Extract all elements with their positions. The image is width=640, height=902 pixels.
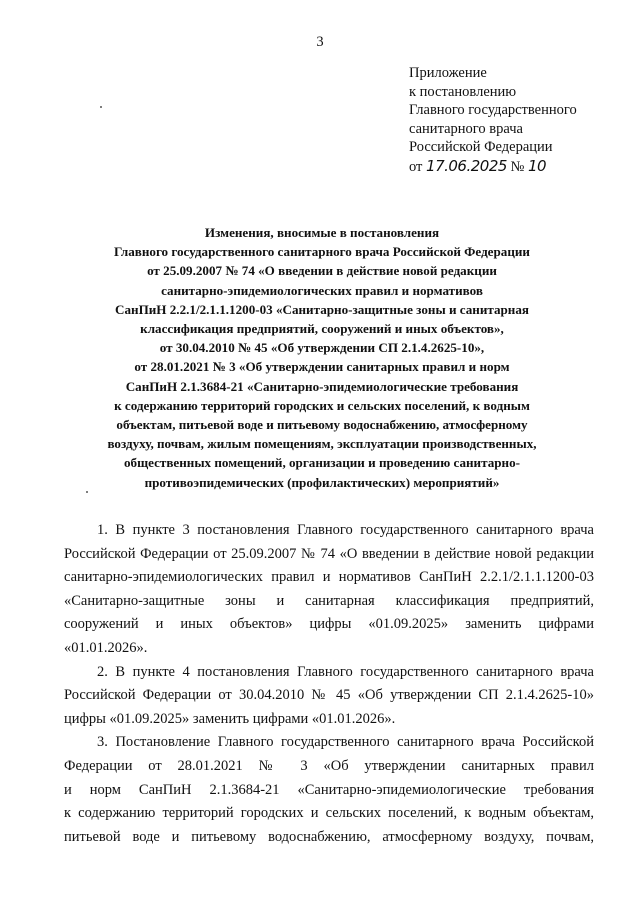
appendix-date-line	[409, 157, 577, 177]
paragraph-3-line: питьевой воде и питьевому водоснабжению, атмосферному воздуху, почвам,	[64, 828, 594, 845]
title-line: классификация предприятий, сооружений и иных объектов»,	[140, 321, 504, 337]
title-line: Главного государственного санитарного врача Российской Федерации	[114, 244, 530, 260]
title-line: воздуху, почвам, жилым помещениям, эксплуатации производственных,	[107, 436, 537, 452]
paragraph-1-line: сооружений и иных объектов» цифры «01.09.2025» заменить цифрами	[64, 616, 594, 633]
appendix-line: к постановлению	[409, 83, 517, 100]
paragraph-1-line: «01.01.2026».	[64, 639, 148, 656]
appendix-line: санитарного врача	[409, 120, 523, 137]
title-line: от 25.09.2007 № 74 «О введении в действие новой редакции	[147, 263, 497, 279]
title-line: к содержанию территорий городских и сельских поселений, к водным	[114, 397, 530, 413]
appendix-line: Российской Федерации	[409, 139, 553, 156]
title-line: общественных помещений, организации и проведению санитарно-	[124, 455, 520, 471]
paragraph-1-line: «Санитарно-защитные зоны и санитарная классификация предприятий,	[64, 592, 594, 609]
title-line: от 30.04.2010 № 45 «Об утверждении СП 2.1.4.2625-10»,	[159, 340, 485, 356]
title-line: противоэпидемических (профилактических) мероприятий»	[144, 474, 500, 490]
appendix-block	[409, 64, 577, 177]
title-line: Изменения, вносимые в постановления	[204, 225, 440, 240]
title-line: санитарно-эпидемиологических правил и нормативов	[161, 282, 483, 298]
title-line: СанПиН 2.1.3684-21 «Санитарно-эпидемиологические требования	[125, 378, 519, 394]
paragraph-2-line: Российской Федерации от 30.04.2010 № 45 «Об утверждении СП 2.1.4.2625-10»	[64, 687, 594, 704]
title-line: объектам, питьевой воде и питьевому водоснабжению, атмосферному	[116, 417, 528, 433]
scan-speck	[86, 491, 88, 493]
paragraph-1-line: санитарно-эпидемиологических правил и нормативов СанПиН 2.2.1/2.1.1.1200-03	[64, 569, 594, 586]
document-body	[64, 519, 594, 849]
paragraph-3-line: и норм СанПиН 2.1.3684-21 «Санитарно-эпидемиологические требования	[64, 781, 594, 798]
number-label: №	[510, 158, 525, 175]
paragraph-1-line: Российской Федерации от 25.09.2007 № 74 «О введении в действие новой редакции	[64, 545, 594, 562]
title-line: от 28.01.2021 № 3 «Об утверждении санитарных правил и норм	[134, 359, 510, 375]
handwritten-date: 17.06.2025	[426, 156, 507, 175]
document-title	[40, 223, 604, 492]
paragraph-3-line: 3. Постановление Главного государственного санитарного врача Российской	[97, 734, 594, 751]
page-number: 3	[316, 34, 324, 50]
paragraph-3-line: Федерации от 28.01.2021 № 3 «Об утверждении санитарных правил	[64, 757, 594, 774]
scan-speck	[100, 106, 102, 108]
title-line: СанПиН 2.2.1/2.1.1.1200-03 «Санитарно-защитные зоны и санитарная	[115, 301, 529, 317]
appendix-line: Главного государственного	[409, 102, 577, 119]
paragraph-2-line: 2. В пункте 4 постановления Главного государственного санитарного врача	[97, 663, 594, 680]
paragraph-3-line: к содержанию территорий городских и сельских поселений, к водным объектам,	[64, 805, 594, 822]
handwritten-number: 10	[528, 156, 547, 175]
paragraph-1-line: 1. В пункте 3 постановления Главного государственного санитарного врача	[97, 522, 594, 538]
paragraph-2-line: цифры «01.09.2025» заменить цифрами «01.01.2026».	[64, 710, 396, 727]
date-prefix: от	[409, 158, 423, 175]
appendix-line: Приложение	[409, 65, 487, 81]
